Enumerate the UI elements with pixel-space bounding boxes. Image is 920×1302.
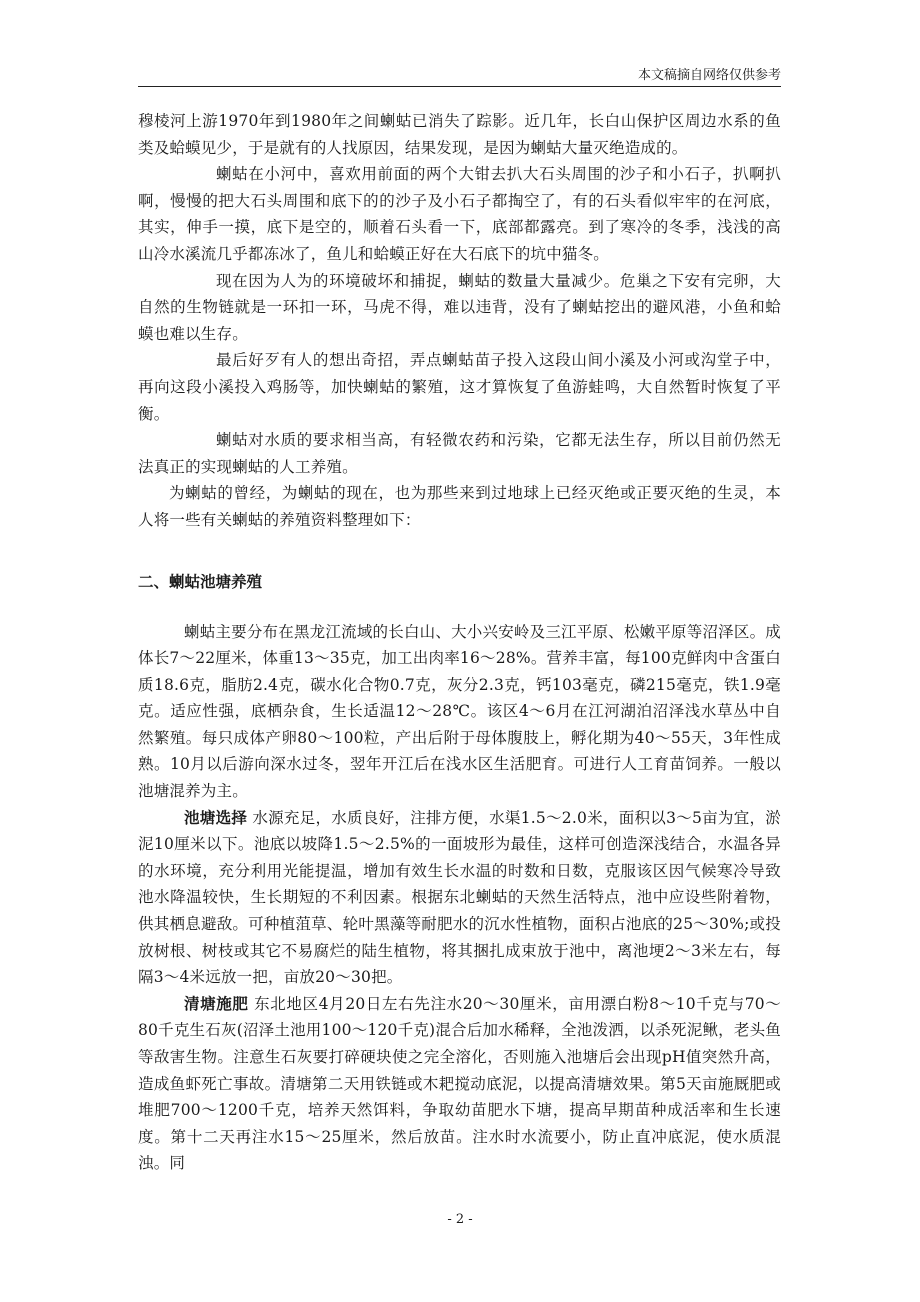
page-header [138,62,781,87]
text-pond-cleaning: 东北地区4月20日左右先注水20～30厘米，亩用漂白粉8～10千克与70～80千克生石灰(沼泽土池用100～120千克)混合后加水稀释，全池泼洒，以杀死泥鳅，老头鱼等敌害生物。注意生石灰要打碎硬块使之完全溶化，否则施入池塘后会出现pH值突然升高，造成鱼虾死亡事故。清塘第二天用铁链或木耙搅动底泥，以提高清塘效果。第5天亩施厩肥或堆肥700～1200千克，培养天然饵料，争取幼苗肥水下塘，提高早期苗种成活率和生长速度。第十二天再注水15～25厘米，然后放苗。注水时水流要小，防止直冲底泥，使水质混浊。同 [138,994,781,1173]
paragraph-intro-3: 现在因为人为的环境破坏和捕捉，蝲蛄的数量大量减少。危巢之下安有完卵，大自然的生物链就是一环扣一环，马虎不得，难以违背，没有了蝲蛄挖出的避风港，小鱼和蛤蟆也难以生存。 [138,271,781,343]
paragraph-pond-cleaning [138,991,781,1177]
keyword-pond-selection: 池塘选择 [184,808,248,827]
paragraph-pond-selection [138,805,781,991]
paragraph-intro-4: 最后好歹有人的想出奇招，弄点蝲蛄苗子投入这段山间小溪及小河或沟堂子中，再向这段小溪投入鸡肠等，加快蝲蛄的繁殖，这才算恢复了鱼游蛙鸣，大自然暂时恢复了平衡。 [138,351,781,423]
paragraph-intro-5: 蝲蛄对水质的要求相当高，有轻微农药和污染，它都无法生存，所以目前仍然无法真正的实现蝲蛄的人工养殖。 [138,431,781,476]
header-note: 本文稿摘自网络仅供参考 [637,68,781,83]
page-number: - 2 - [447,1212,473,1227]
paragraph-distribution: 蝲蛄主要分布在黑龙江流域的长白山、大小兴安岭及三江平原、松嫩平原等沼泽区。成体长7～22厘米，体重13～35克，加工出肉率16～28%。营养丰富，每100克鲜肉中含蛋白质18.6克，脂肪2.4克，碳水化合物0.7克，灰分2.3克，钙103毫克，磷215毫克，铁1.9毫克。适应性强，底栖杂食，生长适温12～28℃。该区4～6月在江河湖泊沼泽浅水草丛中自然繁殖。每只成体产卵80～100粒，产出后附于母体腹肢上，孵化期为40～55天，3年性成熟。10月以后游向深水过冬，翌年开江后在浅水区生活肥育。可进行人工育苗饲养。一般以池塘混养为主。 [138,622,781,801]
paragraph-intro-2: 蝲蛄在小河中，喜欢用前面的两个大钳去扒大石头周围的沙子和小石子，扒啊扒啊，慢慢的把大石头周围和底下的的沙子及小石子都掏空了，有的石头看似牢牢的在河底，其实，伸手一摸，底下是空的，顺着石头看一下，底部都露亮。到了寒冷的冬季，浅浅的高山冷水溪流几乎都冻冰了，鱼儿和蛤蟆正好在大石底下的坑中猫冬。 [138,165,781,263]
section-heading: 二、蝲蛄池塘养殖 [138,572,263,591]
text-pond-selection: 水源充足，水质良好，注排方便，水渠1.5～2.0米，面积以3～5亩为宜，淤泥10厘米以下。池底以坡降1.5～2.5%的一面坡形为最佳，这样可创造深浅结合，水温各异的水环境，充分利用光能提温，增加有效生长水温的时数和日数，克服该区因气候寒冷导致池水降温较快，生长期短的不利因素。根据东北蝲蛄的天然生活特点，池中应设些附着物，供其栖息避敌。可种植菹草、轮叶黑藻等耐肥水的沉水性植物，面积占池底的25～30%;或投放树根、树枝或其它不易腐烂的陆生植物，将其捆扎成束放于池中，离池埂2～3米左右，每隔3～4米远放一把，亩放20～30把。 [138,808,781,987]
paragraph-intro-1: 穆棱河上游1970年到1980年之间蝲蛄已消失了踪影。近几年，长白山保护区周边水系的鱼类及蛤蟆见少，于是就有的人找原因，结果发现，是因为蝲蛄大量灭绝造成的。 [138,112,781,157]
paragraph-intro-6: 为蝲蛄的曾经，为蝲蛄的现在，也为那些来到过地球上已经灭绝或正要灭绝的生灵，本人将一些有关蝲蛄的养殖资料整理如下： [138,484,781,529]
document-body [138,108,781,1177]
keyword-pond-cleaning: 清塘施肥 [184,994,249,1013]
